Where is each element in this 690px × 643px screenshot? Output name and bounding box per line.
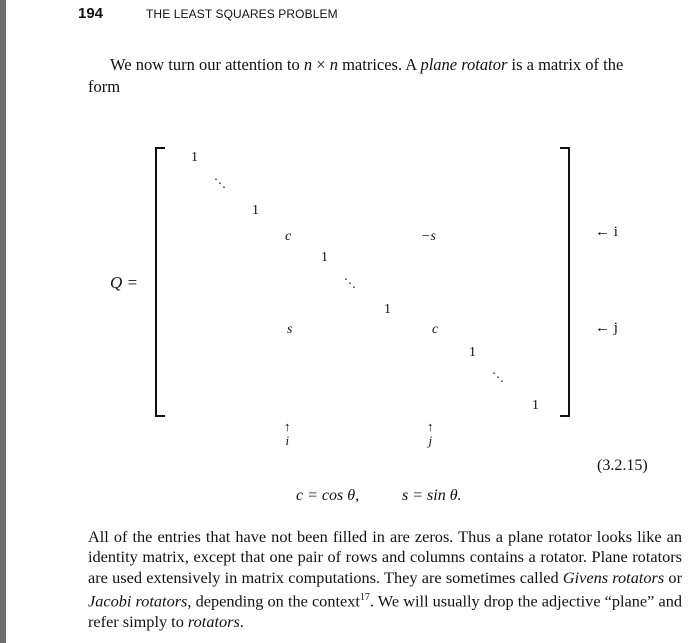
- matrix-entry-c: c: [285, 229, 292, 244]
- matrix-right-bracket: [560, 147, 570, 417]
- col-marker-j: [427, 420, 434, 448]
- col-marker-i-label: i: [285, 433, 290, 448]
- col-marker-i: [284, 420, 291, 448]
- givens-term: Givens rotators: [562, 567, 665, 587]
- matrix-label: Q =: [110, 273, 138, 292]
- matrix-entry-one: 1: [252, 203, 259, 218]
- body-text-3: . We will usually drop the adjective “plane” and refer simply to: [88, 591, 683, 632]
- cos-definition: c = cos θ,: [296, 487, 360, 504]
- intro-n1: n: [303, 55, 313, 74]
- intro-text-end: is a matrix of the: [507, 55, 624, 74]
- row-marker-j: [595, 320, 618, 337]
- rotators-term: rotators: [187, 612, 240, 632]
- intro-second-line: form: [88, 77, 121, 96]
- row-marker-i: [595, 224, 618, 241]
- matrix-entry-one: 1: [532, 398, 539, 413]
- intro-text: We now turn our attention to: [110, 55, 304, 74]
- equation-number: (3.2.15): [597, 457, 648, 474]
- matrix-entry-one: 1: [384, 302, 391, 317]
- footnote-marker[interactable]: 17: [359, 592, 370, 604]
- matrix-dots: ⋱: [344, 276, 357, 290]
- intro-n2: n: [329, 55, 338, 74]
- sin-definition: s = sin θ.: [402, 487, 462, 504]
- matrix-entry-neg-s: −s: [421, 229, 436, 244]
- matrix-dots: ⋱: [214, 176, 227, 190]
- matrix-entry-one: 1: [469, 345, 476, 360]
- row-marker-j-text: ← j: [595, 320, 618, 336]
- body-text-2: , depending on the context: [187, 591, 360, 611]
- intro-text-after: matrices. A: [337, 55, 421, 74]
- page-number: 194: [78, 5, 104, 22]
- intro-paragraph: [88, 54, 683, 98]
- up-arrow-icon: ↑: [284, 419, 291, 434]
- matrix-dots: ⋱: [492, 370, 505, 384]
- page-left-edge: [0, 0, 6, 643]
- matrix-entry-one: 1: [321, 250, 328, 265]
- body-end: .: [239, 612, 244, 632]
- body-paragraph: [88, 527, 682, 632]
- running-head: THE LEAST SQUARES PROBLEM: [146, 7, 338, 21]
- up-arrow-icon: ↑: [427, 419, 434, 434]
- intro-times: ×: [312, 55, 330, 74]
- matrix-left-bracket: [155, 147, 165, 417]
- matrix-entry-c: c: [432, 322, 439, 337]
- intro-term: plane rotator: [420, 55, 508, 74]
- col-marker-j-label: j: [428, 433, 433, 448]
- body-text: All of the entries that have not been filled in are zeros. Thus a plane rotator looks like an identity matrix, except that one pair of rows and columns contains a rotator. Plane rotators are used extensively in matrix computations. They are sometimes called: [88, 527, 682, 587]
- matrix-entry-s: s: [287, 322, 293, 337]
- matrix-entry-one: 1: [191, 150, 198, 165]
- body-or: or: [664, 567, 682, 587]
- row-marker-i-text: ← i: [595, 224, 618, 240]
- jacobi-term: Jacobi rotators: [88, 591, 188, 611]
